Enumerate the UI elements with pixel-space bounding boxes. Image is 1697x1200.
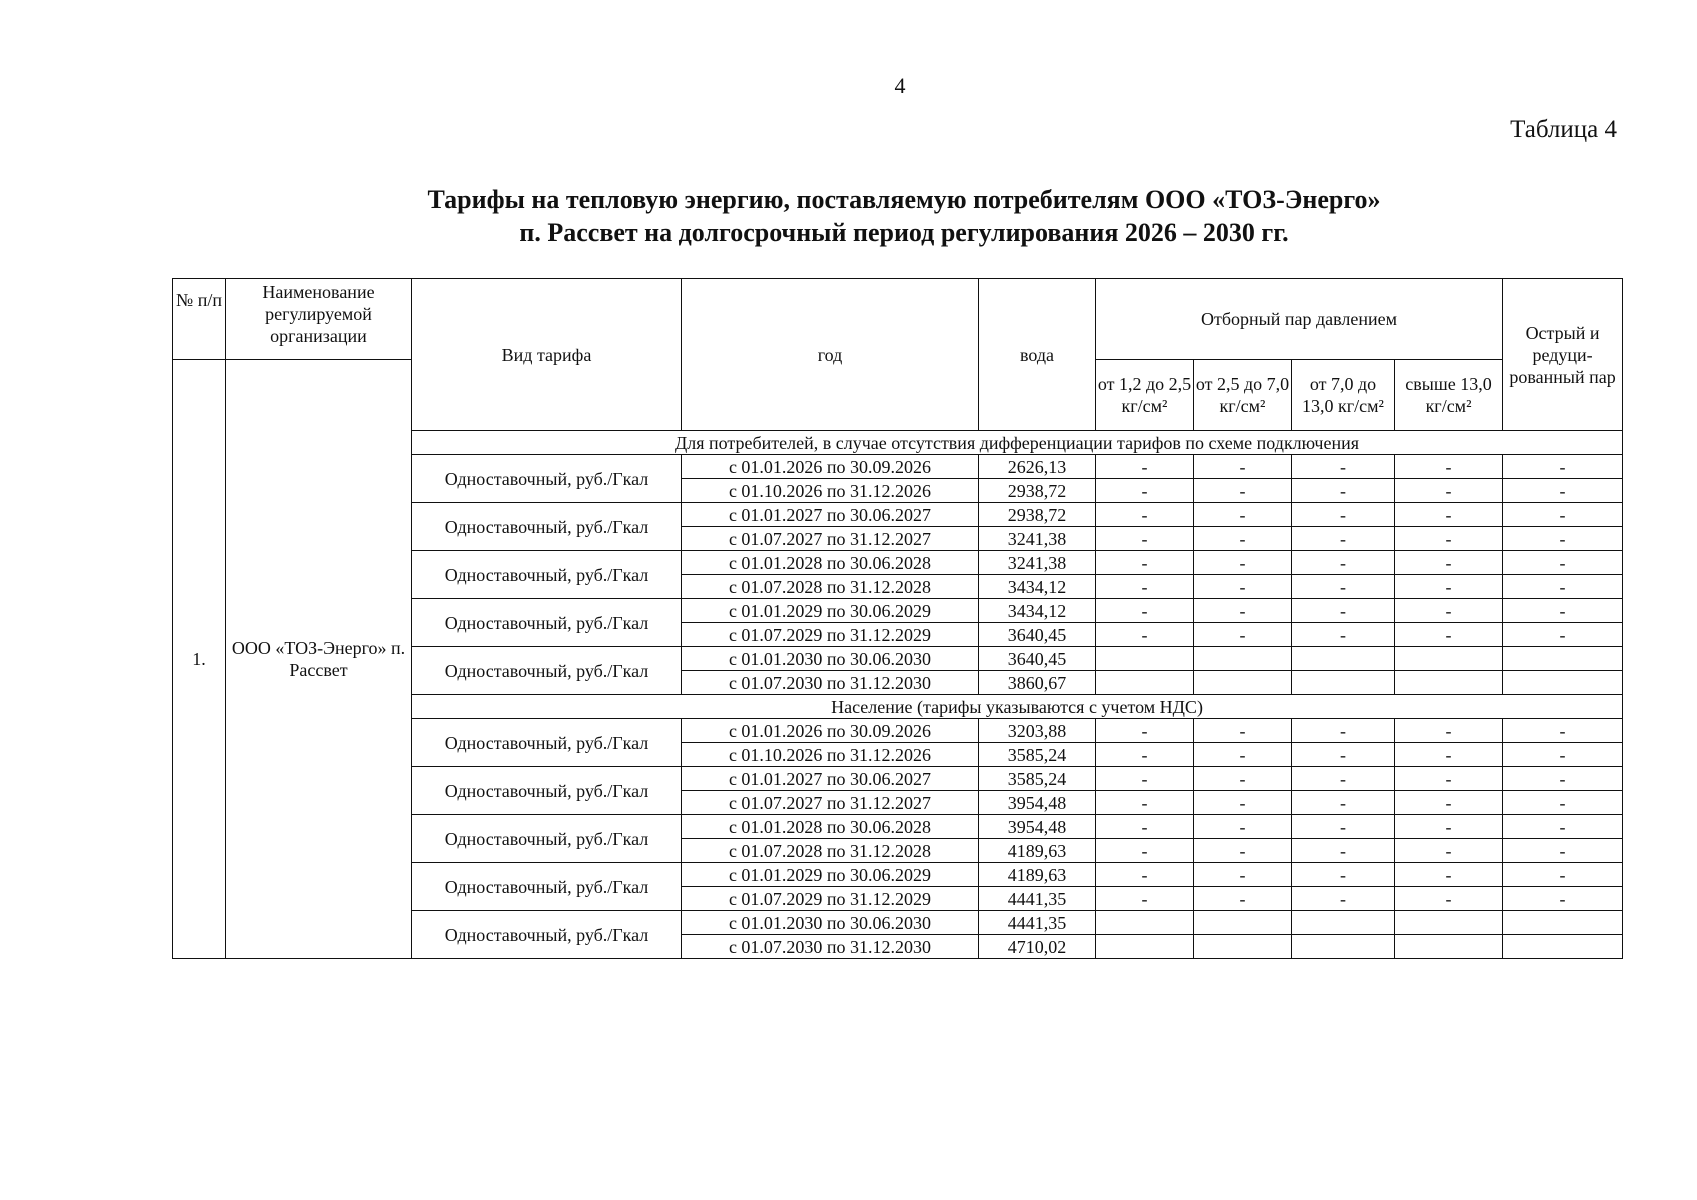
steam-value-cell (1292, 935, 1395, 959)
period-cell: с 01.01.2029 по 30.06.2029 (682, 599, 979, 623)
table-label: Таблица 4 (1510, 116, 1617, 143)
steam-value-cell: - (1096, 839, 1194, 863)
steam-value-cell: - (1503, 815, 1623, 839)
steam-value-cell: - (1503, 527, 1623, 551)
steam-value-cell: - (1292, 599, 1395, 623)
steam-value-cell: - (1096, 791, 1194, 815)
water-value-cell: 3434,12 (979, 575, 1096, 599)
steam-value-cell: - (1292, 575, 1395, 599)
steam-value-cell: - (1194, 503, 1292, 527)
steam-value-cell (1194, 647, 1292, 671)
water-value-cell: 3585,24 (979, 767, 1096, 791)
steam-value-cell: - (1395, 599, 1503, 623)
steam-value-cell: - (1194, 551, 1292, 575)
water-value-cell: 2938,72 (979, 503, 1096, 527)
water-value-cell: 3860,67 (979, 671, 1096, 695)
water-value-cell: 4441,35 (979, 887, 1096, 911)
steam-value-cell: - (1194, 791, 1292, 815)
steam-value-cell: - (1503, 503, 1623, 527)
water-value-cell: 3954,48 (979, 815, 1096, 839)
steam-value-cell: - (1194, 623, 1292, 647)
period-cell: с 01.01.2030 по 30.06.2030 (682, 647, 979, 671)
steam-value-cell: - (1194, 599, 1292, 623)
tariff-type-cell: Одноставочный, руб./Гкал (412, 815, 682, 863)
steam-value-cell: - (1292, 551, 1395, 575)
steam-value-cell (1503, 911, 1623, 935)
period-cell: с 01.07.2028 по 31.12.2028 (682, 839, 979, 863)
steam-value-cell: - (1395, 839, 1503, 863)
header-steam: Отборный пар давлением (1096, 279, 1503, 360)
steam-value-cell: - (1503, 767, 1623, 791)
period-cell: с 01.07.2027 по 31.12.2027 (682, 527, 979, 551)
steam-value-cell (1194, 671, 1292, 695)
water-value-cell: 3241,38 (979, 551, 1096, 575)
tariff-type-cell: Одноставочный, руб./Гкал (412, 767, 682, 815)
header-year: год (682, 279, 979, 431)
period-cell: с 01.07.2027 по 31.12.2027 (682, 791, 979, 815)
tariff-table (172, 278, 1623, 959)
steam-value-cell: - (1194, 815, 1292, 839)
steam-value-cell: - (1395, 887, 1503, 911)
water-value-cell: 3640,45 (979, 647, 1096, 671)
steam-value-cell: - (1096, 551, 1194, 575)
steam-value-cell: - (1292, 767, 1395, 791)
steam-value-cell: - (1395, 479, 1503, 503)
steam-value-cell: - (1194, 719, 1292, 743)
water-value-cell: 3241,38 (979, 527, 1096, 551)
steam-value-cell: - (1395, 791, 1503, 815)
period-cell: с 01.10.2026 по 31.12.2026 (682, 743, 979, 767)
steam-value-cell: - (1096, 479, 1194, 503)
water-value-cell: 4189,63 (979, 839, 1096, 863)
header-steam-col-1: от 1,2 до 2,5 кг/см² (1096, 360, 1194, 431)
header-org: Наименование регулируемой организации (226, 279, 412, 360)
period-cell: с 01.01.2026 по 30.09.2026 (682, 719, 979, 743)
steam-value-cell: - (1194, 863, 1292, 887)
period-cell: с 01.07.2029 по 31.12.2029 (682, 887, 979, 911)
steam-value-cell: - (1096, 503, 1194, 527)
steam-value-cell (1194, 935, 1292, 959)
steam-value-cell (1503, 935, 1623, 959)
steam-value-cell: - (1292, 623, 1395, 647)
steam-value-cell: - (1194, 455, 1292, 479)
section-title: Для потребителей, в случае отсутствия дифференциации тарифов по схеме подключения (412, 431, 1623, 455)
steam-value-cell: - (1503, 863, 1623, 887)
steam-value-cell: - (1395, 551, 1503, 575)
water-value-cell: 4441,35 (979, 911, 1096, 935)
tariff-type-cell: Одноставочный, руб./Гкал (412, 551, 682, 599)
steam-value-cell: - (1292, 527, 1395, 551)
header-steam-col-3: от 7,0 до 13,0 кг/см² (1292, 360, 1395, 431)
title-line-2: п. Рассвет на долгосрочный период регулирования 2026 – 2030 гг. (519, 218, 1289, 247)
steam-value-cell: - (1096, 455, 1194, 479)
title-line-1: Тарифы на тепловую энергию, поставляемую потребителям ООО «ТОЗ-Энерго» (427, 185, 1381, 214)
steam-value-cell (1395, 647, 1503, 671)
water-value-cell: 2626,13 (979, 455, 1096, 479)
tariff-type-cell: Одноставочный, руб./Гкал (412, 503, 682, 551)
steam-value-cell: - (1292, 791, 1395, 815)
steam-value-cell (1503, 647, 1623, 671)
steam-value-cell: - (1395, 455, 1503, 479)
steam-value-cell (1503, 671, 1623, 695)
tariff-type-cell: Одноставочный, руб./Гкал (412, 911, 682, 959)
steam-value-cell: - (1503, 887, 1623, 911)
steam-value-cell: - (1292, 503, 1395, 527)
water-value-cell: 4189,63 (979, 863, 1096, 887)
period-cell: с 01.07.2029 по 31.12.2029 (682, 623, 979, 647)
organization-cell: ООО «ТОЗ-Энерго» п. Рассвет (226, 360, 412, 959)
steam-value-cell: - (1292, 743, 1395, 767)
steam-value-cell: - (1292, 815, 1395, 839)
steam-value-cell: - (1503, 719, 1623, 743)
period-cell: с 01.10.2026 по 31.12.2026 (682, 479, 979, 503)
steam-value-cell: - (1194, 743, 1292, 767)
header-tariff-type: Вид тарифа (412, 279, 682, 431)
period-cell: с 01.01.2026 по 30.09.2026 (682, 455, 979, 479)
steam-value-cell: - (1395, 503, 1503, 527)
period-cell: с 01.01.2029 по 30.06.2029 (682, 863, 979, 887)
page-number: 4 (894, 73, 906, 98)
steam-value-cell (1096, 671, 1194, 695)
period-cell: с 01.07.2030 по 31.12.2030 (682, 935, 979, 959)
steam-value-cell (1395, 911, 1503, 935)
steam-value-cell: - (1096, 527, 1194, 551)
water-value-cell: 4710,02 (979, 935, 1096, 959)
steam-value-cell (1096, 911, 1194, 935)
steam-value-cell: - (1194, 767, 1292, 791)
steam-value-cell: - (1292, 455, 1395, 479)
table-title (172, 183, 1636, 249)
water-value-cell: 3434,12 (979, 599, 1096, 623)
steam-value-cell: - (1395, 767, 1503, 791)
water-value-cell: 3954,48 (979, 791, 1096, 815)
period-cell: с 01.01.2030 по 30.06.2030 (682, 911, 979, 935)
steam-value-cell: - (1292, 719, 1395, 743)
tariff-type-cell: Одноставочный, руб./Гкал (412, 719, 682, 767)
section-title: Население (тарифы указываются с учетом НДС) (412, 695, 1623, 719)
water-value-cell: 3640,45 (979, 623, 1096, 647)
header-steam-col-2: от 2,5 до 7,0 кг/см² (1194, 360, 1292, 431)
header-water: вода (979, 279, 1096, 431)
steam-value-cell: - (1292, 479, 1395, 503)
period-cell: с 01.01.2027 по 30.06.2027 (682, 767, 979, 791)
steam-value-cell: - (1096, 743, 1194, 767)
steam-value-cell: - (1292, 839, 1395, 863)
steam-value-cell: - (1395, 527, 1503, 551)
steam-value-cell: - (1503, 479, 1623, 503)
steam-value-cell: - (1395, 863, 1503, 887)
steam-value-cell: - (1096, 863, 1194, 887)
header-steam-col-4: свыше 13,0 кг/см² (1395, 360, 1503, 431)
steam-value-cell: - (1395, 743, 1503, 767)
period-cell: с 01.01.2027 по 30.06.2027 (682, 503, 979, 527)
steam-value-cell: - (1503, 839, 1623, 863)
steam-value-cell: - (1503, 791, 1623, 815)
steam-value-cell: - (1503, 455, 1623, 479)
steam-value-cell: - (1395, 623, 1503, 647)
steam-value-cell: - (1194, 527, 1292, 551)
steam-value-cell (1292, 647, 1395, 671)
period-cell: с 01.01.2028 по 30.06.2028 (682, 815, 979, 839)
steam-value-cell (1395, 671, 1503, 695)
water-value-cell: 3585,24 (979, 743, 1096, 767)
steam-value-cell (1292, 671, 1395, 695)
steam-value-cell: - (1503, 599, 1623, 623)
tariff-type-cell: Одноставочный, руб./Гкал (412, 455, 682, 503)
water-value-cell: 3203,88 (979, 719, 1096, 743)
steam-value-cell: - (1194, 479, 1292, 503)
steam-value-cell: - (1503, 743, 1623, 767)
steam-value-cell: - (1096, 599, 1194, 623)
steam-value-cell: - (1096, 575, 1194, 599)
steam-value-cell: - (1194, 575, 1292, 599)
steam-value-cell: - (1096, 767, 1194, 791)
steam-value-cell: - (1292, 887, 1395, 911)
steam-value-cell (1096, 935, 1194, 959)
tariff-type-cell: Одноставочный, руб./Гкал (412, 647, 682, 695)
tariff-type-cell: Одноставочный, руб./Гкал (412, 863, 682, 911)
tariff-type-cell: Одноставочный, руб./Гкал (412, 599, 682, 647)
steam-value-cell: - (1395, 815, 1503, 839)
period-cell: с 01.01.2028 по 30.06.2028 (682, 551, 979, 575)
steam-value-cell: - (1194, 839, 1292, 863)
steam-value-cell: - (1395, 719, 1503, 743)
steam-value-cell: - (1503, 575, 1623, 599)
steam-value-cell (1194, 911, 1292, 935)
steam-value-cell: - (1096, 815, 1194, 839)
steam-value-cell: - (1503, 551, 1623, 575)
steam-value-cell: - (1096, 887, 1194, 911)
steam-value-cell: - (1096, 623, 1194, 647)
period-cell: с 01.07.2030 по 31.12.2030 (682, 671, 979, 695)
steam-value-cell (1292, 911, 1395, 935)
steam-value-cell: - (1194, 887, 1292, 911)
row-number-cell: 1. (173, 360, 226, 959)
steam-value-cell: - (1503, 623, 1623, 647)
water-value-cell: 2938,72 (979, 479, 1096, 503)
header-num: № п/п (173, 279, 226, 360)
steam-value-cell (1096, 647, 1194, 671)
steam-value-cell: - (1096, 719, 1194, 743)
steam-value-cell (1395, 935, 1503, 959)
steam-value-cell: - (1292, 863, 1395, 887)
header-sharp-steam: Острый и редуци-рованный пар (1503, 279, 1623, 431)
period-cell: с 01.07.2028 по 31.12.2028 (682, 575, 979, 599)
steam-value-cell: - (1395, 575, 1503, 599)
